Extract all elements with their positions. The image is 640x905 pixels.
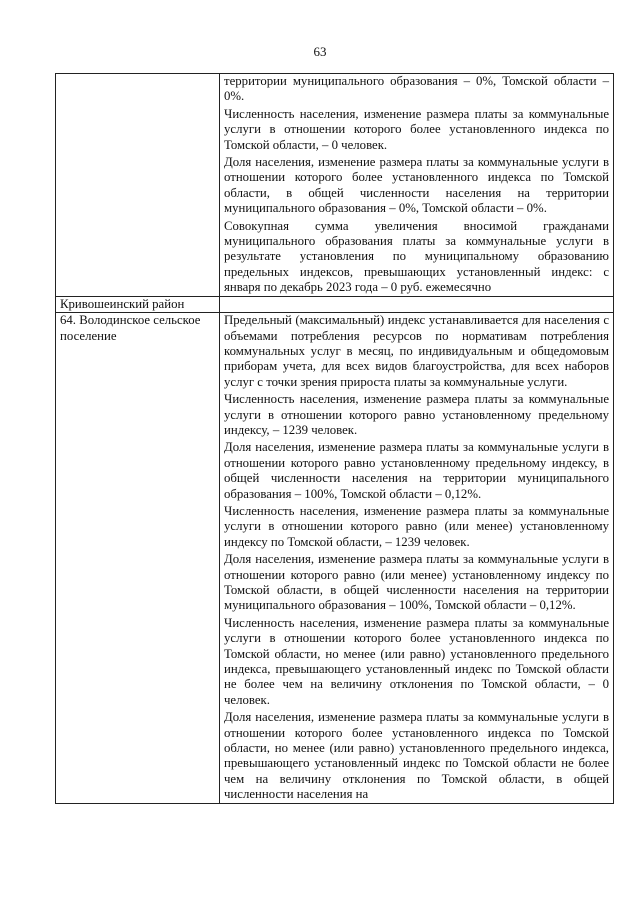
paragraph: Численность населения, изменение размера платы за коммунальные услуги в отношении которого более установленного индекса по Томской области, – 0 человек. bbox=[224, 106, 609, 152]
table-row bbox=[56, 296, 614, 312]
paragraph: Предельный (максимальный) индекс устанавливается для населения с объемами потребления ресурсов по нормативам потребления коммунальных услуг в месяц, по индивидуальным и общедомовым приборам учета, для всех видов благоустройства, для всех наборов услуг с точки зрения прироста платы за коммунальные услуги. bbox=[224, 313, 609, 389]
table-cell-district: Кривошеинский район bbox=[56, 296, 220, 312]
table-row bbox=[56, 313, 614, 804]
paragraph: Численность населения, изменение размера платы за коммунальные услуги в отношении которого более установленного индекса по Томской области, но менее (или равно) установленного предельного индекса, превышающего установленный индекс по Томской области не более чем на величину отклонения по Томской области, – 0 человек. bbox=[224, 615, 609, 707]
paragraph: Доля населения, изменение размера платы за коммунальные услуги в отношении которого более установленного индекса по Томской области, в общей численности населения на территории муниципального образования – 0%, Томской области – 0%. bbox=[224, 155, 609, 216]
paragraph: Доля населения, изменение размера платы за коммунальные услуги в отношении которого равно установленному предельному индексу, в общей численности населения на территории муниципального образования – 100%, Томской области – 0,12%. bbox=[224, 440, 609, 501]
paragraph: Доля населения, изменение размера платы за коммунальные услуги в отношении которого равно (или менее) установленному индексу по Томской области, в общей численности населения на территории муниципального образования – 100%, Томской области – 0,12%. bbox=[224, 552, 609, 613]
table-cell-indicators bbox=[220, 74, 614, 297]
table-cell-territory bbox=[56, 74, 220, 297]
table-cell-empty bbox=[220, 296, 614, 312]
paragraph: Численность населения, изменение размера платы за коммунальные услуги в отношении которого равно установленному предельному индексу, – 1239 человек. bbox=[224, 392, 609, 437]
paragraph: Совокупная сумма увеличения вносимой гражданами муниципального образования платы за коммунальные услуги в результате установления по муниципальному образованию предельных индексов, превышающих установленный индекс: с января по декабрь 2023 года – 0 руб. ежемесячно bbox=[224, 218, 609, 295]
data-table bbox=[55, 73, 614, 804]
paragraph: территории муниципального образования – 0%, Томской области – 0%. bbox=[224, 74, 609, 104]
paragraph: Доля населения, изменение размера платы за коммунальные услуги в отношении которого более установленного индекса по Томской области, но менее (или равно) установленного предельного индекса, превышающего установленный индекс по Томской области не более чем на величину отклонения по Томской области, в общей численности населения на bbox=[224, 710, 609, 802]
page-number: 63 bbox=[313, 44, 327, 59]
table-row bbox=[56, 74, 614, 297]
paragraph: Численность населения, изменение размера платы за коммунальные услуги в отношении которого равно (или менее) установленному индексу по Томской области, – 1239 человек. bbox=[224, 503, 609, 549]
table-cell-indicators bbox=[220, 313, 614, 804]
table-cell-territory: 64. Володинское сельское поселение bbox=[56, 313, 220, 804]
